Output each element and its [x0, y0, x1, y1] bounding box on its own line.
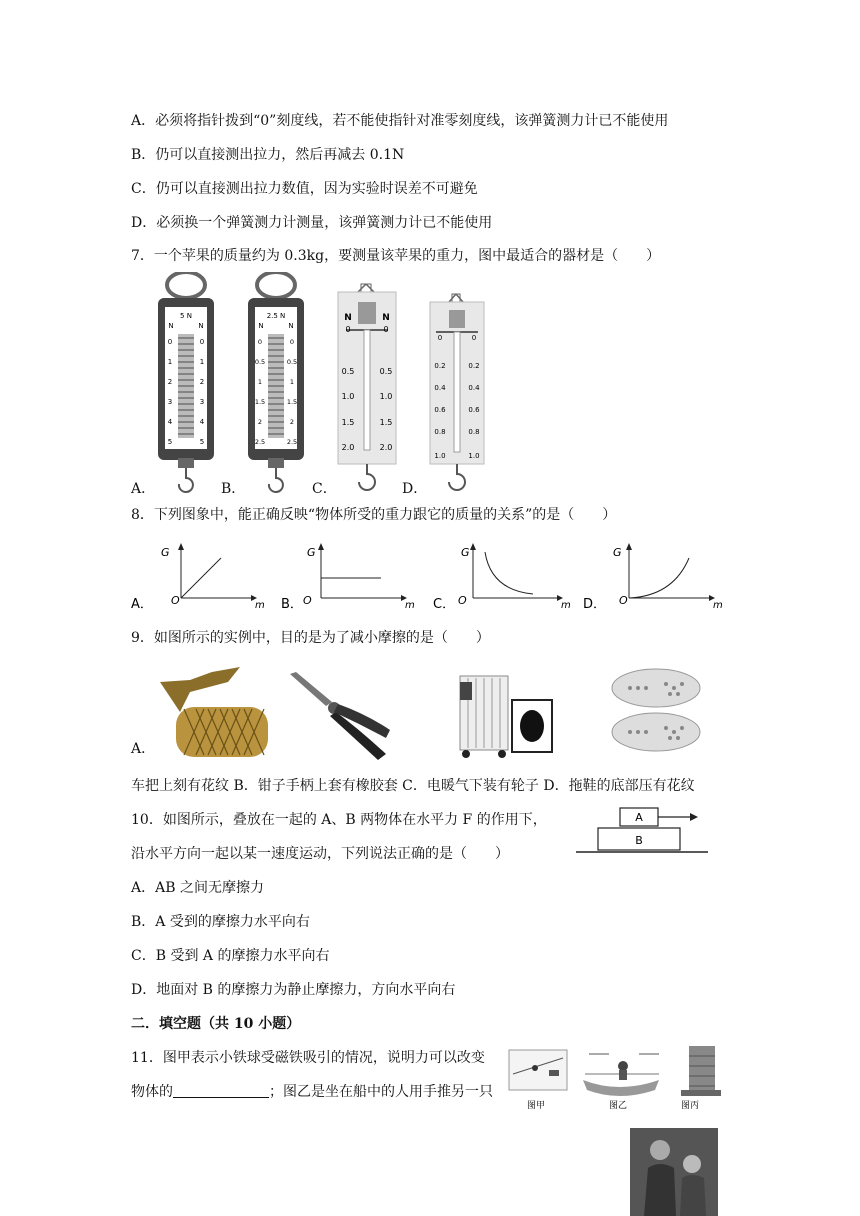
figure-yi-image: [583, 1054, 659, 1096]
tick-label: 0.6: [434, 406, 446, 414]
tick-label: 5: [199, 438, 205, 446]
slipper-soles-image: [612, 669, 700, 751]
tick-label: 1.0: [379, 392, 393, 401]
origin-label: O: [458, 594, 467, 607]
q11-photo-image: [630, 1128, 718, 1216]
tick-label: 1.0: [434, 452, 446, 460]
bike-handle-image: [160, 667, 268, 757]
spring-scale-b: [248, 272, 304, 492]
tick-label: 1: [257, 378, 263, 386]
q10-option-b: B．A 受到的摩擦力水平向右: [131, 914, 310, 930]
scale-a-unit-left: N: [168, 322, 174, 330]
tick-label: 4: [167, 418, 173, 426]
tick-label: 1: [289, 378, 295, 386]
q7-spring-scales-figure: [150, 272, 500, 500]
y-axis-label: G: [461, 546, 470, 559]
block-a-label: A: [635, 811, 643, 824]
q10-option-a: A．AB 之间无摩擦力: [131, 880, 264, 896]
q11-line1: 11．图甲表示小铁球受磁铁吸引的情况，说明力可以改变: [131, 1050, 485, 1066]
scale-c-unit-left: N: [344, 313, 352, 323]
q11-line2-post: ；图乙是坐在船中的人用手推另一只: [269, 1084, 493, 1100]
graph-c: [433, 543, 571, 612]
section-title-fill-in: 二．填空题（共 10 小题）: [131, 1016, 301, 1032]
figure-label: 图乙: [609, 1101, 628, 1111]
spring-scale-d: [430, 294, 484, 490]
tick-label: 0.5: [341, 367, 355, 376]
tick-label: 2.5: [286, 438, 298, 446]
y-axis-label: G: [307, 546, 316, 559]
q9-label-a: A．: [131, 741, 156, 757]
q7-label-a: A．: [131, 481, 156, 497]
scale-c-unit-right: N: [382, 313, 390, 323]
x-axis-label: m: [405, 600, 415, 611]
tick-label: 1.5: [254, 398, 266, 406]
tick-label: 2.5: [254, 438, 266, 446]
tick-label: 0: [199, 338, 205, 346]
tick-label: 0: [437, 334, 443, 342]
tick-label: 0.5: [379, 367, 393, 376]
graph-label: C．: [433, 597, 456, 612]
tick-label: 0.2: [468, 362, 480, 370]
q10-option-c: C．B 受到 A 的摩擦力水平向右: [131, 948, 330, 964]
scale-a-capacity: 5 N: [180, 312, 192, 320]
pliers-image: [290, 672, 390, 760]
q7-stem: 7．一个苹果的质量约为 0.3kg，要测量该苹果的重力，图中最适合的器材是（ ）: [131, 248, 661, 264]
tick-label: 0.2: [434, 362, 446, 370]
q6-option-d: D．必须换一个弹簧测力计测量，该弹簧测力计已不能使用: [131, 215, 493, 231]
graph-label: B．: [281, 597, 303, 612]
block-b-label: B: [635, 834, 643, 847]
tick-label: 0.8: [434, 428, 446, 436]
tick-label: 1.5: [286, 398, 298, 406]
q6-option-c: C．仍可以直接测出拉力数值，因为实验时误差不可避免: [131, 181, 478, 197]
tick-label: 2: [199, 378, 205, 386]
tick-label: 2.0: [341, 443, 355, 452]
q7-label-c: C．: [312, 481, 337, 497]
radiator-image: [460, 676, 552, 758]
tick-label: 1.5: [341, 418, 355, 427]
tick-label: 2: [257, 418, 263, 426]
tick-label: 0: [289, 338, 295, 346]
graph-label: D．: [583, 597, 607, 612]
q8-stem: 8．下列图象中，能正确反映“物体所受的重力跟它的质量的关系”的是（ ）: [131, 507, 617, 523]
tick-label: 1: [199, 358, 205, 366]
origin-label: O: [303, 594, 312, 607]
tick-label: 0: [471, 334, 477, 342]
x-axis-label: m: [713, 600, 723, 611]
tick-label: 0.8: [468, 428, 480, 436]
tick-label: 2: [289, 418, 295, 426]
scale-a-unit-right: N: [198, 322, 204, 330]
x-axis-label: m: [561, 600, 571, 611]
tick-label: 0: [345, 325, 351, 334]
tick-label: 2: [167, 378, 173, 386]
tick-label: 0.6: [468, 406, 480, 414]
scale-b-capacity: 2.5 N: [266, 312, 286, 320]
q9-stem: 9．如图所示的实例中，目的是为了减小摩擦的是（ ）: [131, 630, 490, 646]
figure-label: 图甲: [527, 1101, 546, 1111]
q7-label-d: D．: [402, 481, 428, 497]
tick-label: 4: [199, 418, 205, 426]
q10-blocks-figure: [572, 802, 712, 864]
tick-label: 1.0: [341, 392, 355, 401]
spring-scale-c: [338, 284, 396, 490]
tick-label: 0.5: [254, 358, 266, 366]
graph-b: [281, 543, 415, 612]
tick-label: 1.0: [468, 452, 480, 460]
tick-label: 3: [199, 398, 205, 406]
y-axis-label: G: [161, 546, 170, 559]
tick-label: 2.0: [379, 443, 393, 452]
scale-b-unit-left: N: [258, 322, 264, 330]
tick-label: 0.4: [434, 384, 446, 392]
tick-label: 1: [167, 358, 173, 366]
q8-graphs-figure: [131, 538, 731, 614]
q11-figures: [505, 1044, 727, 1116]
graph-d: [583, 543, 723, 612]
q6-option-a: A．必须将指针拨到“0”刻度线，若不能使指针对准零刻度线，该弹簧测力计已不能使用: [131, 113, 669, 129]
q7-label-b: B．: [221, 481, 246, 497]
origin-label: O: [171, 594, 180, 607]
q11-line2: [131, 1082, 493, 1102]
x-axis-label: m: [255, 600, 265, 611]
y-axis-label: G: [613, 546, 622, 559]
tick-label: 3: [167, 398, 173, 406]
figure-bing-image: [681, 1046, 721, 1096]
spring-scale-a: [158, 272, 214, 492]
origin-label: O: [619, 594, 628, 607]
q9-photos-figure: [150, 662, 730, 770]
scale-b-unit-right: N: [288, 322, 294, 330]
figure-label: 图丙: [681, 1101, 700, 1111]
q9-options: 车把上刻有花纹 B．钳子手柄上套有橡胶套 C．电暖气下装有轮子 D．拖鞋的底部压有花纹: [131, 778, 695, 794]
graph-a: [131, 543, 265, 612]
tick-label: 0.4: [468, 384, 480, 392]
q11-line2-pre: 物体的: [131, 1084, 173, 1100]
figure-jia-image: [509, 1050, 567, 1090]
q10-stem-line2: 沿水平方向一起以某一速度运动，下列说法正确的是（ ）: [131, 846, 509, 862]
q6-option-b: B．仍可以直接测出拉力，然后再减去 0.1N: [131, 147, 405, 163]
tick-label: 0: [257, 338, 263, 346]
graph-label: A．: [131, 597, 153, 612]
q10-option-d: D．地面对 B 的摩擦力为静止摩擦力，方向水平向右: [131, 982, 456, 998]
tick-label: 0: [167, 338, 173, 346]
q10-stem-line1: 10．如图所示，叠放在一起的 A、B 两物体在水平力 F 的作用下，: [131, 812, 547, 828]
tick-label: 1.5: [379, 418, 393, 427]
tick-label: 0.5: [286, 358, 298, 366]
answer-blank[interactable]: [173, 1083, 269, 1098]
tick-label: 0: [383, 325, 389, 334]
tick-label: 5: [167, 438, 173, 446]
